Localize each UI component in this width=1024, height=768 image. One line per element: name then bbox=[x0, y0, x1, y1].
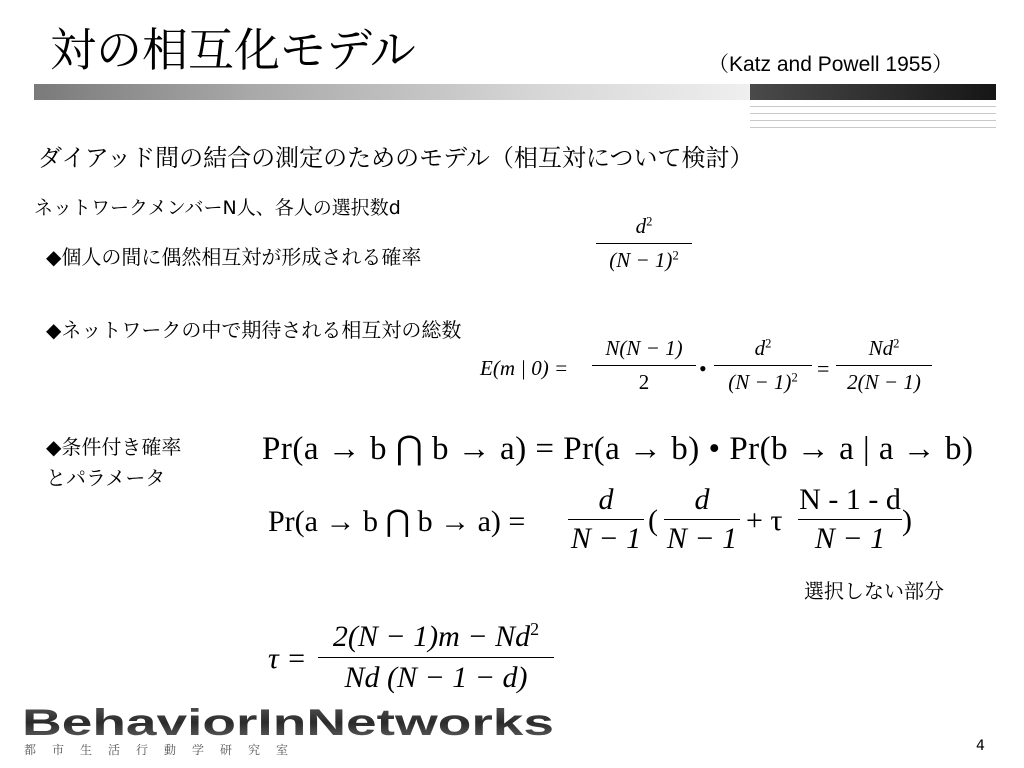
formula-denominator: N − 1 bbox=[570, 522, 642, 555]
formula-joint-fraction-a bbox=[568, 483, 644, 556]
formula-exponent: 2 bbox=[765, 336, 772, 351]
formula-numerator: 2(N − 1)m − Nd bbox=[332, 620, 531, 653]
header-rule bbox=[750, 120, 996, 121]
open-parenthesis: ( bbox=[648, 504, 658, 537]
formula-tau-lhs: τ = bbox=[268, 642, 307, 675]
bullet-line: とパラメータ bbox=[46, 466, 166, 490]
formula-exponent: 2 bbox=[893, 336, 900, 351]
header-dark-bar bbox=[750, 84, 996, 100]
formula-numerator: d bbox=[754, 336, 766, 360]
header-gradient-bar bbox=[34, 84, 750, 100]
logo-subtitle: 都市生活行動学研究室 bbox=[24, 743, 305, 757]
formula-expected-fraction-b bbox=[714, 336, 812, 395]
formula-joint-fraction-c bbox=[798, 483, 902, 556]
formula-numerator: d bbox=[635, 214, 647, 238]
header-rule bbox=[750, 106, 996, 107]
formula-conditional-probability: Pr(a → b ⋂ b → a) = Pr(a → b) • Pr(b → a | a → b) bbox=[262, 431, 974, 467]
formula-random-probability bbox=[596, 214, 692, 273]
equals-sign: = bbox=[817, 356, 830, 381]
formula-exponent: 2 bbox=[791, 370, 798, 385]
formula-exponent: 2 bbox=[530, 619, 540, 640]
formula-exponent: 2 bbox=[672, 248, 679, 263]
formula-numerator: d bbox=[598, 483, 614, 516]
bullet-expected-mutual-count: ◆ネットワークの中で期待される相互対の総数 bbox=[46, 318, 462, 342]
not-chosen-annotation: 選択しない部分 bbox=[804, 579, 944, 603]
bullet-conditional-probability bbox=[46, 432, 181, 494]
close-parenthesis: ) bbox=[902, 504, 912, 537]
page-number: 4 bbox=[976, 738, 985, 754]
bullet-random-mutual-probability: ◆個人の間に偶然相互対が形成される確率 bbox=[46, 245, 422, 269]
formula-exponent: 2 bbox=[646, 214, 653, 229]
plus-tau: + τ bbox=[746, 504, 783, 537]
formula-tau-fraction bbox=[318, 620, 554, 695]
formula-expected-fraction-a bbox=[592, 336, 696, 395]
formula-denominator: N − 1 bbox=[666, 522, 738, 555]
formula-joint-lhs: Pr(a → b ⋂ b → a) = bbox=[268, 505, 526, 538]
citation: （Katz and Powell 1955） bbox=[708, 53, 954, 76]
formula-expected-lhs: E(m | 0) = bbox=[480, 356, 569, 380]
logo-text: BehaviorInNetworks bbox=[22, 704, 554, 740]
header-rule bbox=[750, 127, 996, 128]
formula-numerator: N - 1 - d bbox=[799, 483, 901, 516]
formula-numerator: N(N − 1) bbox=[605, 336, 683, 360]
slide-title: 対の相互化モデル bbox=[50, 23, 416, 77]
formula-denominator: (N − 1) bbox=[609, 248, 673, 272]
formula-joint-fraction-b bbox=[664, 483, 740, 556]
formula-numerator: d bbox=[694, 483, 710, 516]
bullet-line: ◆条件付き確率 bbox=[46, 435, 182, 459]
formula-numerator: Nd bbox=[868, 336, 894, 360]
formula-denominator: 2 bbox=[638, 370, 650, 394]
network-definition: ネットワークメンバーN人、各人の選択数d bbox=[34, 197, 401, 219]
header-rule bbox=[750, 113, 996, 114]
formula-denominator: (N − 1) bbox=[728, 370, 792, 394]
product-dot: • bbox=[699, 356, 707, 381]
behavior-in-networks-logo bbox=[20, 704, 560, 740]
formula-denominator: 2(N − 1) bbox=[847, 370, 921, 394]
formula-expected-fraction-c bbox=[836, 336, 932, 395]
formula-denominator: N − 1 bbox=[814, 522, 886, 555]
slide-subtitle: ダイアッド間の結合の測定のためのモデル（相互対について検討） bbox=[38, 144, 754, 172]
formula-denominator: Nd (N − 1 − d) bbox=[344, 661, 528, 694]
